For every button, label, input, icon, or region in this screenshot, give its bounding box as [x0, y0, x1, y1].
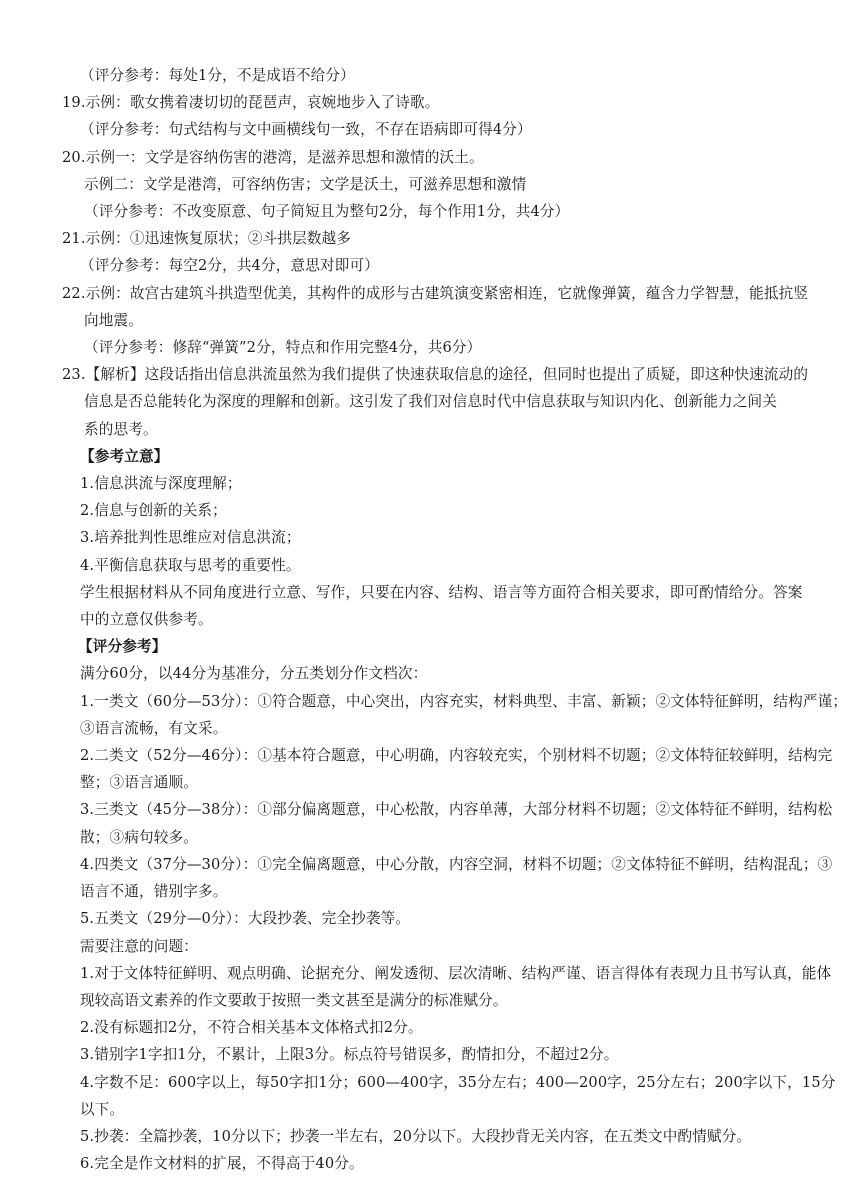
text-line: 中的立意仅供参考。 — [80, 611, 213, 629]
list-item: 2.信息与创新的关系； — [80, 502, 227, 520]
text-line: 向地震。 — [84, 311, 143, 329]
question-23: 23.【解析】这段话指出信息洪流虽然为我们提供了快速获取信息的途径，但同时也提出了质疑，即这种快速流动的 — [62, 366, 809, 384]
section-heading: 【参考立意】 — [80, 447, 169, 465]
text-line: 示例二：文学是港湾，可容纳伤害；文学是沃土，可滋养思想和激情 — [84, 175, 527, 193]
list-item: 1.对于文体特征鲜明、观点明确、论据充分、阐发透彻、层次清晰、结构严谨、语言得体有表现力且书写认真，能体 — [80, 964, 832, 982]
list-item: 5.五类文（29分—0分）：大段抄袭、完全抄袭等。 — [80, 910, 411, 928]
list-item: 3.培养批判性思维应对信息洪流； — [80, 529, 301, 547]
text-line: （评分参考：每空2分，共4分，意思对即可） — [80, 257, 380, 275]
text-line: 系的思考。 — [84, 420, 158, 438]
text-line: 以下。 — [80, 1100, 125, 1118]
text-line: 现较高语文素养的作文要敢于按照一类文甚至是满分的标准赋分。 — [80, 991, 508, 1009]
text-line: ③语言流畅，有文采。 — [80, 719, 228, 737]
list-item: 4.四类文（37分—30分）：①完全偏离题意，中心分散，内容空洞，材料不切题；②文体特征不鲜明，结构混乱；③ — [80, 855, 833, 873]
list-item: 2.没有标题扣2分，不符合相关基本文体格式扣2分。 — [80, 1019, 423, 1037]
text-line: 语言不通，错别字多。 — [80, 883, 228, 901]
text-line: （评分参考：每处1分，不是成语不给分） — [80, 67, 355, 84]
list-item: 5.抄袭：全篇抄袭，10分以下；抄袭一半左右，20分以下。大段抄背无关内容，在五类文中酌情赋分。 — [80, 1127, 752, 1145]
question-21: 21.示例：①迅速恢复原状；②斗拱层数越多 — [62, 230, 352, 248]
question-22: 22.示例：故宫古建筑斗拱造型优美，其构件的成形与古建筑演变紧密相连，它就像弹簧，蕴含力学智慧，能抵抗竖 — [62, 284, 809, 302]
question-20: 20.示例一：文学是容纳伤害的港湾，是滋养思想和激情的沃土。 — [62, 148, 484, 166]
text-line: 满分60分，以44分为基准分，分五类划分作文档次： — [80, 665, 428, 683]
list-item: 6.完全是作文材料的扩展，不得高于40分。 — [80, 1155, 364, 1173]
list-item: 2.二类文（52分—46分）：①基本符合题意，中心明确，内容较充实，个别材料不切题；②文体特征较鲜明，结构完 — [80, 747, 833, 765]
text-line: （评分参考：不改变原意、句子简短且为整句2分，每个作用1分，共4分） — [84, 203, 570, 221]
list-item: 4.平衡信息获取与思考的重要性。 — [80, 556, 301, 574]
section-heading: 【评分参考】 — [78, 638, 167, 656]
text-line: 信息是否总能转化为深度的理解和创新。这引发了我们对信息时代中信息获取与知识内化、创新能力之间关 — [84, 393, 777, 411]
text-line: （评分参考：句式结构与文中画横线句一致，不存在语病即可得4分） — [80, 121, 532, 139]
text-line: 散；③病句较多。 — [80, 828, 198, 846]
list-item: 1.信息洪流与深度理解； — [80, 475, 242, 493]
list-item: 3.三类文（45分—38分）：①部分偏离题意，中心松散，内容单薄，大部分材料不切题；②文体特征不鲜明，结构松 — [80, 801, 833, 819]
text-line: 需要注意的问题： — [80, 937, 198, 955]
list-item: 3.错别字1字扣1分，不累计，上限3分。标点符号错误多，酌情扣分，不超过2分。 — [80, 1046, 619, 1064]
list-item: 1.一类文（60分—53分）：①符合题意，中心突出，内容充实，材料典型、丰富、新颖；②文体特征鲜明，结构严谨； — [80, 692, 847, 710]
list-item: 4.字数不足：600字以上，每50字扣1分；600—400字，35分左右；400—200字，25分左右；200字以下，15分 — [80, 1073, 836, 1091]
text-line: 学生根据材料从不同角度进行立意、写作，只要在内容、结构、语言等方面符合相关要求，即可酌情给分。答案 — [80, 583, 803, 601]
text-line: （评分参考：修辞“弹簧”2分，特点和作用完整4分，共6分） — [84, 339, 482, 357]
text-line: 整；③语言通顺。 — [80, 774, 198, 792]
question-19: 19.示例：歌女携着凄切切的琵琶声，哀婉地步入了诗歌。 — [62, 94, 440, 112]
